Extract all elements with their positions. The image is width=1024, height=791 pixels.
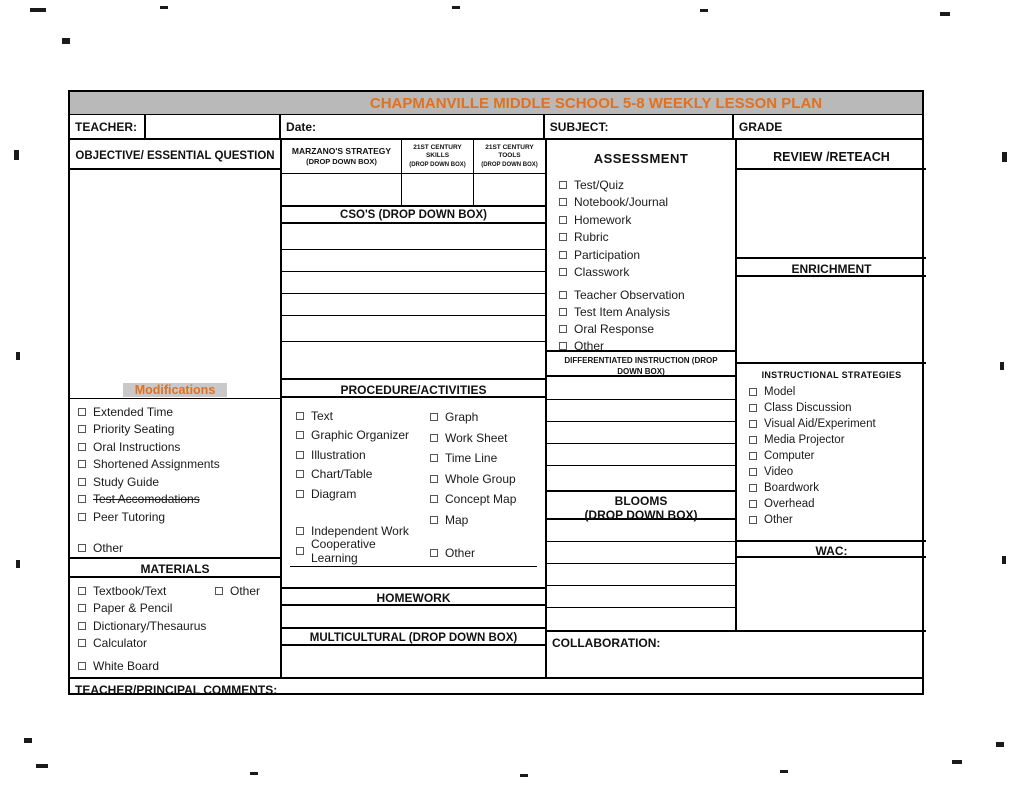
checkbox-label: Other [574,338,605,353]
checkbox-label: Visual Aid/Experiment [764,418,876,430]
checkbox-icon[interactable] [749,436,757,444]
csos-line[interactable] [282,316,545,342]
checkbox-oral-response[interactable] [551,320,733,337]
materials-list [70,582,280,675]
scan-artifact [1002,556,1006,564]
checkbox-icon[interactable] [749,420,757,428]
checkbox-illustration[interactable] [288,445,422,465]
scan-artifact [24,738,32,743]
checkbox-icon[interactable] [296,527,304,535]
csos-line[interactable] [282,224,545,250]
checkbox-map[interactable] [422,510,544,531]
lesson-plan-table [68,90,924,695]
checkbox-participation[interactable] [551,246,733,264]
assessment-checklist-group1 [551,176,733,281]
checkbox-icon[interactable] [749,452,757,460]
objective-input-area[interactable] [70,170,280,378]
checkbox-test-accomodations[interactable] [70,491,280,509]
checkbox-icon[interactable] [78,587,86,595]
checkbox-label: Computer [764,450,815,462]
scan-artifact [700,9,708,12]
checkbox-icon[interactable] [430,434,438,442]
csos-line[interactable] [282,294,545,316]
differentiated-line[interactable] [547,444,735,466]
scan-artifact [30,8,46,12]
enrichment-header: ENRICHMENT [737,257,926,277]
checkbox-icon[interactable] [559,181,567,189]
instructional-strategies-header: INSTRUCTIONAL STRATEGIES [737,362,926,382]
title-bar [70,92,922,114]
checkbox-test-item-analysis[interactable] [551,303,733,320]
checkbox-icon[interactable] [559,233,567,241]
csos-header: CSO'S (DROP DOWN BOX) [282,207,545,224]
dropdown-header-line2: (DROP DOWN BOX) [409,162,466,169]
wac-input-area[interactable] [737,558,926,627]
csos-line[interactable] [282,250,545,272]
checkbox-study-guide[interactable] [70,473,280,491]
checkbox-icon[interactable] [430,454,438,462]
checkbox-label: Media Projector [764,434,845,446]
checkbox-visual-aid-experiment[interactable] [741,416,926,432]
checkbox-procedure-other[interactable] [422,543,544,564]
checkbox-label: Study Guide [93,474,160,489]
checkbox-icon[interactable] [559,308,567,316]
checkbox-label: Independent Work [311,524,409,539]
checkbox-homework[interactable] [551,211,733,229]
checkbox-icon[interactable] [749,500,757,508]
column-strategies-procedure [282,140,547,677]
checkbox-icon[interactable] [78,408,86,416]
scan-artifact [250,772,258,775]
checkbox-icon[interactable] [430,516,438,524]
checkbox-icon[interactable] [215,587,223,595]
differentiated-instruction-header [547,350,735,377]
blooms-header-line1: BLOOMS [614,494,668,508]
procedure-left-column [288,406,422,565]
checkbox-icon[interactable] [559,342,567,350]
checkbox-icon[interactable] [559,251,567,259]
procedure-right-column [422,407,544,564]
scan-artifact [952,760,962,764]
checkbox-label: Other [93,541,124,556]
collaboration-section[interactable] [547,630,926,677]
century-tools-field[interactable] [474,174,545,205]
blooms-input-rows [547,520,735,630]
marzanos-strategy-field[interactable] [282,174,402,205]
checkbox-label: Extended Time [93,404,174,419]
checkbox-notebook-journal[interactable] [551,194,733,212]
checkbox-label: Test Item Analysis [574,304,671,319]
dropdown-input-row [282,174,545,207]
checkbox-label: Notebook/Journal [574,195,669,210]
scan-artifact [1002,152,1007,162]
checkbox-icon[interactable] [78,443,86,451]
scan-artifact [780,770,788,773]
table-body [70,140,922,677]
teacher-name-field[interactable] [146,115,281,138]
checkbox-icon[interactable] [78,478,86,486]
checkbox-icon[interactable] [78,495,86,503]
checkbox-label: Paper & Pencil [93,601,173,616]
dropdown-header-line1: 21ST CENTURY TOOLS [485,143,534,160]
scan-artifact [1000,362,1004,370]
checkbox-icon[interactable] [749,516,757,524]
collaboration-label: COLLABORATION: [552,636,661,650]
checkbox-label: Dictionary/Thesaurus [93,618,207,633]
checkbox-calculator[interactable] [70,635,280,653]
checkbox-icon[interactable] [296,490,304,498]
csos-input-rows [282,224,545,378]
checkbox-label: Overhead [764,498,815,510]
checkbox-label: Participation [574,247,641,262]
checkbox-icon[interactable] [296,470,304,478]
checkbox-label: Rubric [574,230,609,245]
homework-input-area[interactable] [282,606,545,627]
checkbox-oral-instructions[interactable] [70,438,280,456]
checkbox-label: Test Accomodations [93,492,200,507]
modifications-header [70,378,280,399]
scan-artifact [520,774,528,777]
procedure-checklist [282,398,545,587]
checkbox-classwork[interactable] [551,264,733,282]
checkbox-media-projector[interactable] [741,432,926,448]
checkbox-modifications-other[interactable] [70,540,280,558]
multicultural-header: MULTICULTURAL (DROP DOWN BOX) [282,627,545,646]
objective-header: OBJECTIVE/ ESSENTIAL QUESTION [70,140,280,170]
checkbox-icon[interactable] [749,388,757,396]
checkbox-peer-tutoring[interactable] [70,508,280,526]
teacher-label: TEACHER: [70,115,146,138]
column-objective-modifications [70,140,282,677]
blooms-line[interactable] [547,564,735,586]
checkbox-icon[interactable] [296,451,304,459]
checkbox-video[interactable] [741,464,926,480]
century-skills-field[interactable] [402,174,474,205]
differentiated-line[interactable] [547,422,735,444]
date-label[interactable]: Date: [281,115,545,138]
scan-artifact [996,742,1004,747]
checkbox-label: Boardwork [764,482,819,494]
modifications-list [70,403,280,557]
checkbox-label: Other [230,583,261,598]
checkbox-graphic-organizer[interactable] [288,426,422,446]
differentiated-input-rows [547,377,735,490]
assessment-checklist-group2 [551,286,733,354]
checkbox-label: Cooperative Learning [311,536,376,565]
checkbox-label: Homework [574,212,632,227]
differentiated-header-line1: DIFFERENTIATED INSTRUCTION (DROP [564,356,718,365]
checkbox-icon[interactable] [749,468,757,476]
checkbox-icon[interactable] [78,604,86,612]
dropdown-header-line1: 21ST CENTURY SKILLS [413,143,462,160]
checkbox-icon[interactable] [749,484,757,492]
checkbox-label: Chart/Table [311,467,373,482]
materials-header: MATERIALS [70,557,280,578]
checkbox-label: Graph [445,410,479,425]
checkbox-cooperative-learning[interactable] [288,536,422,565]
checkbox-work-sheet[interactable] [422,428,544,449]
blooms-header-line2: (DROP DOWN BOX) [584,508,698,523]
checkbox-label: Calculator [93,636,148,651]
differentiated-line[interactable] [547,377,735,400]
subject-label[interactable]: SUBJECT: [545,115,734,138]
checkbox-time-line[interactable] [422,448,544,469]
grade-label[interactable]: GRADE [738,120,783,134]
comments-row[interactable] [70,677,922,697]
checkbox-label: Graphic Organizer [311,428,410,443]
checkbox-label: Illustration [311,447,366,462]
enrichment-input-area[interactable] [737,277,926,362]
checkbox-icon[interactable] [559,268,567,276]
page-title: CHAPMANVILLE MIDDLE SCHOOL 5-8 WEEKLY LESSON PLAN [369,94,823,112]
checkbox-whole-group[interactable] [422,469,544,490]
checkbox-diagram[interactable] [288,484,422,504]
checkbox-label: Time Line [445,451,498,466]
differentiated-line[interactable] [547,466,735,490]
procedure-header: PROCEDURE/ACTIVITIES [282,378,545,398]
checkbox-icon[interactable] [78,639,86,647]
blooms-line[interactable] [547,586,735,608]
checkbox-label: Peer Tutoring [93,509,166,524]
wac-header: WAC: [737,540,926,558]
checkbox-computer[interactable] [741,448,926,464]
multicultural-input-area[interactable] [282,646,545,677]
procedure-write-line[interactable] [290,566,537,567]
checkbox-graph[interactable] [422,407,544,428]
differentiated-header-line2: DOWN BOX) [617,367,665,377]
checkbox-concept-map[interactable] [422,489,544,510]
checkbox-label: Class Discussion [764,402,852,414]
dropdown-header-line2: (DROP DOWN BOX) [481,162,538,169]
comments-label: TEACHER/PRINCIPAL COMMENTS: [75,683,278,697]
differentiated-line[interactable] [547,400,735,422]
checkbox-boardwork[interactable] [741,480,926,496]
checkbox-label: Priority Seating [93,422,175,437]
checkbox-label: Work Sheet [445,430,508,445]
checkbox-chart-table[interactable] [288,465,422,485]
checkbox-label: Oral Instructions [93,439,181,454]
instructional-strategies-checklist [741,384,926,528]
checkbox-white-board[interactable] [70,657,280,675]
scan-artifact [160,6,168,9]
scan-artifact [452,6,460,9]
checkbox-icon[interactable] [559,291,567,299]
checkbox-icon[interactable] [430,475,438,483]
review-reteach-header: REVIEW /RETEACH [737,140,926,170]
checkbox-label: Concept Map [445,492,517,507]
checkbox-label: Other [445,546,476,561]
scan-artifact [14,150,19,160]
checkbox-icon[interactable] [296,412,304,420]
checkbox-icon[interactable] [78,425,86,433]
checkbox-icon[interactable] [78,662,86,670]
checkbox-overhead[interactable] [741,496,926,512]
checkbox-label: Classwork [574,265,630,280]
checkbox-icon[interactable] [296,547,304,555]
checkbox-icon[interactable] [749,404,757,412]
checkbox-test-quiz[interactable] [551,176,733,194]
checkbox-class-discussion[interactable] [741,400,926,416]
review-input-area[interactable] [737,170,926,257]
blooms-line[interactable] [547,520,735,542]
blooms-header [547,490,735,523]
checkbox-label: Video [764,466,794,478]
checkbox-icon[interactable] [78,622,86,630]
dropdown-header-line2: (DROP DOWN BOX) [306,157,377,167]
scan-artifact [16,352,20,360]
column-assessment [547,140,737,630]
checkbox-icon[interactable] [430,413,438,421]
modifications-header-label: Modifications [123,383,228,397]
checkbox-materials-other[interactable] [215,582,260,600]
blooms-line[interactable] [547,542,735,564]
checkbox-label: Text [311,408,334,423]
header-row [70,114,922,140]
checkbox-text[interactable] [288,406,422,426]
century-tools-header [474,140,545,173]
checkbox-icon[interactable] [559,198,567,206]
scan-artifact [62,38,70,44]
checkbox-shortened-assignments[interactable] [70,456,280,474]
checkbox-icon[interactable] [559,325,567,333]
checkbox-icon[interactable] [430,495,438,503]
checkbox-model[interactable] [741,384,926,400]
dropdown-headers [282,140,545,174]
checkbox-teacher-observation[interactable] [551,286,733,303]
checkbox-paper-pencil[interactable] [70,600,280,618]
checkbox-rubric[interactable] [551,229,733,247]
assessment-header: ASSESSMENT [593,151,689,166]
checkbox-label: Diagram [311,486,357,501]
checkbox-icon[interactable] [78,513,86,521]
checkbox-label: Oral Response [574,321,655,336]
blooms-line[interactable] [547,608,735,630]
scan-artifact [940,12,950,16]
checkbox-icon[interactable] [559,216,567,224]
marzanos-strategy-header [282,140,402,173]
century-skills-header [402,140,474,173]
checkbox-icon[interactable] [296,431,304,439]
checkbox-priority-seating[interactable] [70,421,280,439]
checkbox-label: Other [764,514,793,526]
checkbox-label: Test/Quiz [574,177,625,192]
checkbox-label: Map [445,512,469,527]
checkbox-label: White Board [93,658,160,673]
checkbox-icon[interactable] [430,549,438,557]
checkbox-label: Teacher Observation [574,287,685,302]
checkbox-icon[interactable] [78,460,86,468]
checkbox-dictionary-thesaurus[interactable] [70,617,280,635]
csos-line[interactable] [282,272,545,294]
homework-header: HOMEWORK [282,587,545,606]
column-review-strategies [737,140,926,627]
checkbox-label: Shortened Assignments [93,457,220,472]
scan-artifact [16,560,20,568]
scan-artifact [36,764,48,768]
checkbox-label: Whole Group [445,471,516,486]
checkbox-instructional-other[interactable] [741,512,926,528]
checkbox-extended-time[interactable] [70,403,280,421]
checkbox-icon[interactable] [78,544,86,552]
checkbox-label: Textbook/Text [93,583,167,598]
checkbox-label: Model [764,386,796,398]
dropdown-header-line1: MARZANO'S STRATEGY [291,145,392,156]
